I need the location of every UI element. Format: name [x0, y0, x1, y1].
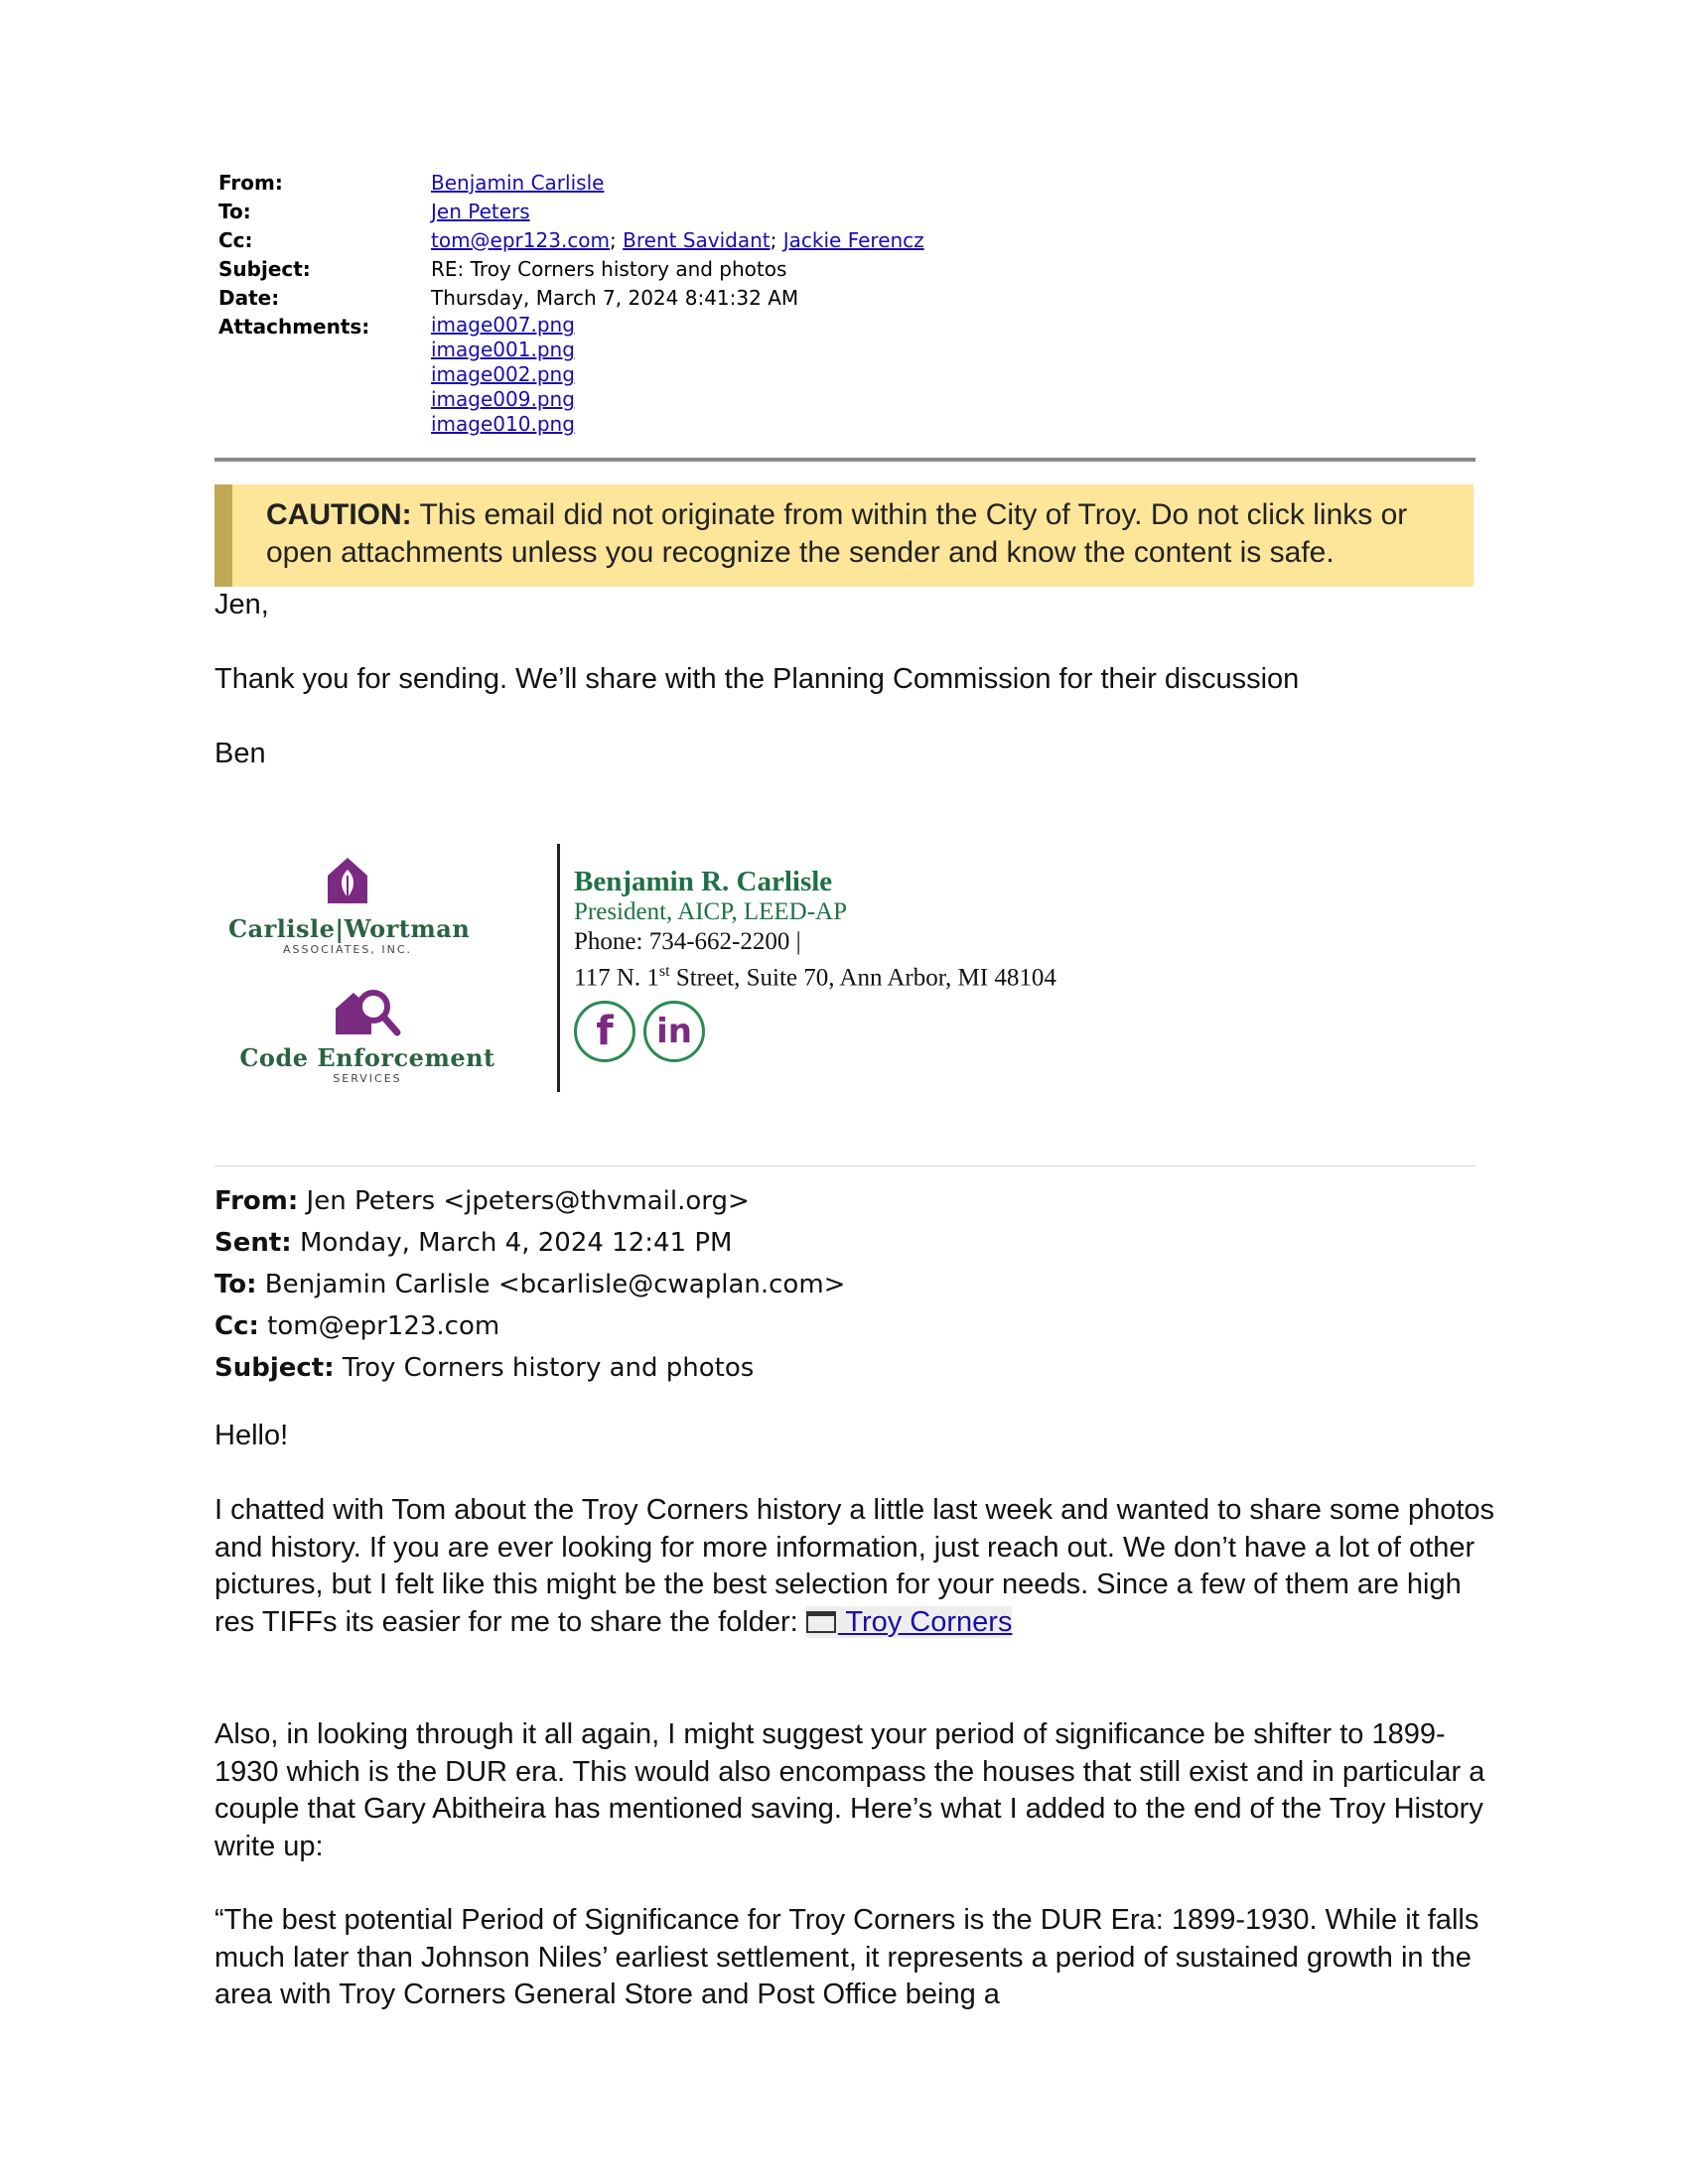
- attachment-link[interactable]: image007.png: [431, 313, 575, 337]
- fwd-sent-row: Sent: Monday, March 4, 2024 12:41 PM: [214, 1228, 733, 1258]
- magnifier-house-icon: [328, 983, 407, 1038]
- header-cc-row: Cc: tom@epr123.com; Brent Savidant; Jackie Ferencz: [218, 226, 924, 255]
- folder-link[interactable]: Troy Corners: [837, 1605, 1013, 1638]
- from-link[interactable]: Benjamin Carlisle: [431, 171, 605, 195]
- message-para-1: I chatted with Tom about the Troy Corners history a little last week and wanted to share some photos and history. If you are ever looking for more information, just reach out. We don’t have a lot of other pictures, but I felt like this might be the best selection for your needs. Since a few of them are high res TIFFs its easier for me to share the folder: Troy Corners: [214, 1494, 1495, 1638]
- signature-info: [574, 866, 1056, 993]
- cc-link-1[interactable]: tom@epr123.com: [431, 228, 611, 252]
- header-attachments-row: [218, 313, 924, 437]
- reply-line: Thank you for sending. We’ll share with the Planning Commission for their discussion: [214, 663, 1300, 695]
- logo1-name: Carlisle|Wortman: [228, 914, 471, 943]
- header-to-row: [218, 198, 924, 226]
- to-label: To:: [218, 200, 251, 223]
- cc-link-3[interactable]: Jackie Ferencz: [782, 228, 924, 252]
- header-from-row: [218, 169, 924, 198]
- date-value: Thursday, March 7, 2024 8:41:32 AM: [431, 286, 799, 310]
- social-links: [574, 1001, 705, 1062]
- signature-phone: Phone: 734-662-2200 |: [574, 928, 801, 955]
- from-label: From:: [218, 171, 283, 195]
- email-signature: [214, 844, 1207, 1102]
- caution-label: CAUTION:: [266, 498, 412, 531]
- header-subject-row: [218, 255, 924, 284]
- attachments-label: Attachments:: [218, 315, 370, 339]
- header-divider: [214, 458, 1476, 462]
- reply-signoff: Ben: [214, 738, 266, 769]
- signature-divider: [557, 844, 560, 1092]
- attachment-list: [431, 313, 575, 437]
- fwd-to-row: To: Benjamin Carlisle <bcarlisle@cwaplan.com>: [214, 1270, 846, 1299]
- signature-title: President, AICP, LEED-AP: [574, 898, 847, 925]
- carlisle-wortman-logo: [228, 854, 471, 973]
- subject-value: RE: Troy Corners history and photos: [431, 257, 787, 281]
- fwd-cc-row: Cc: tom@epr123.com: [214, 1311, 500, 1341]
- fwd-from-row: From: Jen Peters <jpeters@thvmail.org>: [214, 1186, 750, 1216]
- subject-label: Subject:: [218, 257, 311, 281]
- logo1-sub: ASSOCIATES, INC.: [282, 943, 413, 956]
- folder-icon: [806, 1611, 836, 1633]
- code-enforcement-logo: [228, 983, 506, 1102]
- attachment-link[interactable]: image001.png: [431, 338, 575, 361]
- cc-label: Cc:: [218, 228, 253, 252]
- message-para-2: Also, in looking through it all again, I might suggest your period of significance be shifter to 1899-1930 which is the DUR era. This would also encompass the houses that still exist and in particular a couple that Gary Abitheira has mentioned saving. Here’s what I added to the end of the Troy History write up:: [214, 1718, 1485, 1862]
- message-hello: Hello!: [214, 1420, 289, 1451]
- caution-text: This email did not originate from within the City of Troy. Do not click links or open attachments unless you recognize the sender and know the content is safe.: [266, 498, 1408, 569]
- facebook-icon[interactable]: f: [574, 1001, 635, 1062]
- caution-banner: [214, 484, 1474, 587]
- logo2-sub: SERVICES: [333, 1072, 402, 1085]
- forwarded-header: [214, 1180, 845, 1389]
- date-label: Date:: [218, 286, 280, 310]
- signature-name: Benjamin R. Carlisle: [574, 866, 833, 897]
- fwd-subject-row: Subject: Troy Corners history and photos: [214, 1353, 755, 1383]
- reply-greeting: Jen,: [214, 589, 269, 620]
- forward-divider: [214, 1165, 1476, 1166]
- logo2-name: Code Enforcement: [239, 1043, 495, 1072]
- signature-address: 117 N. 1st Street, Suite 70, Ann Arbor, MI 48104: [574, 963, 1056, 992]
- to-link[interactable]: Jen Peters: [431, 200, 530, 223]
- attachment-link[interactable]: image009.png: [431, 387, 575, 411]
- cc-link-2[interactable]: Brent Savidant: [623, 228, 771, 252]
- email-header: [218, 169, 924, 437]
- message-para-3: “The best potential Period of Significance for Troy Corners is the DUR Era: 1899-1930. While it falls much later than Johnson Niles’ earliest settlement, it represents a period of sustained growth in the area with Troy Corners General Store and Post Office being a: [214, 1904, 1479, 2010]
- attachment-link[interactable]: image010.png: [431, 412, 575, 436]
- linkedin-icon[interactable]: in: [643, 1001, 705, 1062]
- header-date-row: [218, 284, 924, 313]
- attachment-link[interactable]: image002.png: [431, 362, 575, 386]
- house-leaf-icon: [318, 854, 377, 909]
